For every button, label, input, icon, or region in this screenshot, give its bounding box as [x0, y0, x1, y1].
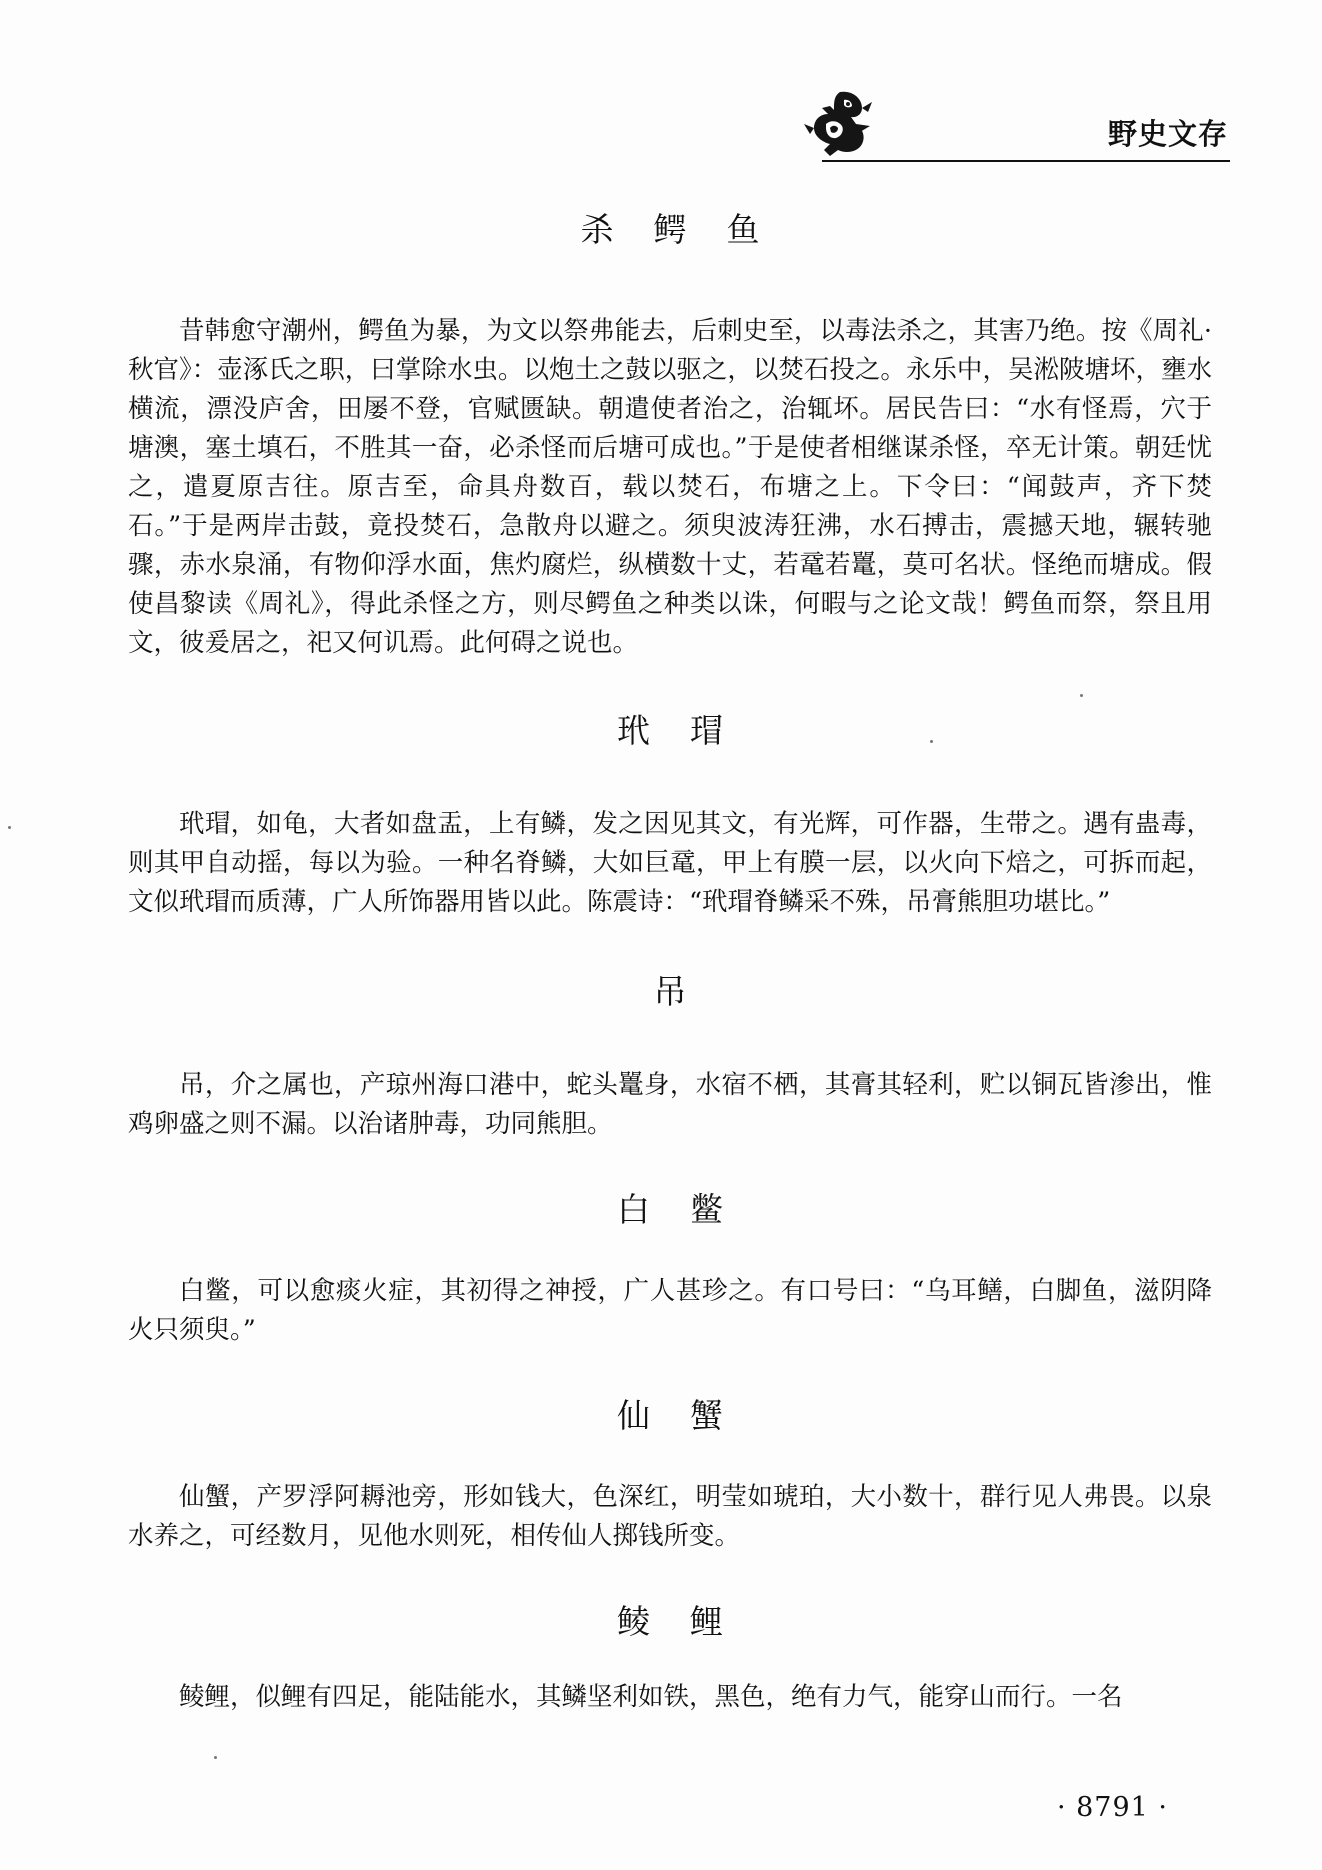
title-char: 玳 [617, 711, 650, 750]
title-char: 鳖 [690, 1190, 723, 1229]
page-number: · 8791 · [1056, 1792, 1168, 1823]
entry-section [128, 1394, 1212, 1556]
dragon-emblem-icon [800, 84, 878, 162]
title-char: 瑁 [690, 711, 723, 750]
text-column [128, 208, 1212, 1717]
entry-section [128, 970, 1212, 1144]
entry-title [128, 1394, 1212, 1438]
header-rule [822, 160, 1230, 162]
entry-title [128, 709, 1212, 753]
title-char: 杀 [580, 210, 614, 249]
title-char: 鲤 [690, 1602, 723, 1641]
entry-body: 仙蟹，产罗浮阿耨池旁，形如钱大，色深红，明莹如琥珀，大小数十，群行见人弗畏。以泉水养之，可经数月，见他水则死，相传仙人掷钱所变。 [128, 1482, 1212, 1551]
entry-section [128, 208, 1212, 663]
scan-speck [1080, 694, 1083, 697]
entry-title [128, 208, 1212, 252]
scan-speck [214, 1756, 217, 1759]
scan-speck [930, 740, 933, 743]
title-char: 鳄 [653, 210, 687, 249]
entry-section [128, 1600, 1212, 1717]
title-char: 蟹 [690, 1396, 723, 1435]
entry-body: 白鳖，可以愈痰火症，其初得之神授，广人甚珍之。有口号曰：“乌耳鳝，白脚鱼，滋阴降火只须臾。” [128, 1276, 1212, 1345]
title-char: 鲮 [617, 1602, 650, 1641]
entry-body: 昔韩愈守潮州，鳄鱼为暴，为文以祭弗能去，后刺史至，以毒法杀之，其害乃绝。按《周礼·秋官》：壶涿氏之职，曰掌除水虫。以炮土之鼓以驱之，以焚石投之。永乐中，吴淞陂塘坏，壅水横流，漂没庐舍，田屡不登，官赋匮缺。朝遣使者治之，治辄坏。居民告曰：“水有怪焉，穴于塘澳，塞土填石，不胜其一奋，必杀怪而后塘可成也。”于是使者相继谋杀怪，卒无计策。朝廷忧之，遣夏原吉往。原吉至，命具舟数百，载以焚石，布塘之上。下令曰：“闻鼓声，齐下焚石。”于是两岸击鼓，竟投焚石，急散舟以避之。须臾波涛狂沸，水石搏击，震撼天地，辗转驰骤，赤水泉涌，有物仰浮水面，焦灼腐烂，纵横数十丈，若鼋若鼍，莫可名状。怪绝而塘成。假使昌黎读《周礼》，得此杀怪之方，则尽鳄鱼之种类以诛，何暇与之论文哉！鳄鱼而祭，祭且用文，彼爰居之，祀又何讥焉。此何碍之说也。 [128, 316, 1212, 658]
title-char: 鱼 [726, 210, 760, 249]
title-char: 吊 [653, 972, 687, 1011]
scan-speck [8, 826, 11, 829]
entry-body: 鲮鲤，似鲤有四足，能陆能水，其鳞坚利如铁，黑色，绝有力气，能穿山而行。一名 [179, 1682, 1123, 1712]
title-char: 仙 [617, 1396, 650, 1435]
entry-section [128, 1188, 1212, 1350]
running-header [800, 84, 1230, 164]
entry-body: 玳瑁，如龟，大者如盘盂，上有鳞，发之因见其文，有光辉，可作器，生带之。遇有蛊毒，则其甲自动摇，每以为验。一种名脊鳞，大如巨鼋，甲上有膜一层，以火向下焙之，可拆而起，文似玳瑁而质薄，广人所饰器用皆以此。陈震诗：“玳瑁脊鳞采不殊，吊膏熊胆功堪比。” [128, 809, 1212, 917]
series-title: 野史文存 [1107, 117, 1228, 151]
entry-title [128, 1600, 1212, 1644]
entry-title [128, 970, 1212, 1014]
entry-section [128, 709, 1212, 922]
title-char: 白 [617, 1190, 650, 1229]
entry-title [128, 1188, 1212, 1232]
entry-body: 吊，介之属也，产琼州海口港中，蛇头鼍身，水宿不栖，其膏其轻利，贮以铜瓦皆渗出，惟鸡卵盛之则不漏。以治诸肿毒，功同熊胆。 [128, 1070, 1212, 1139]
